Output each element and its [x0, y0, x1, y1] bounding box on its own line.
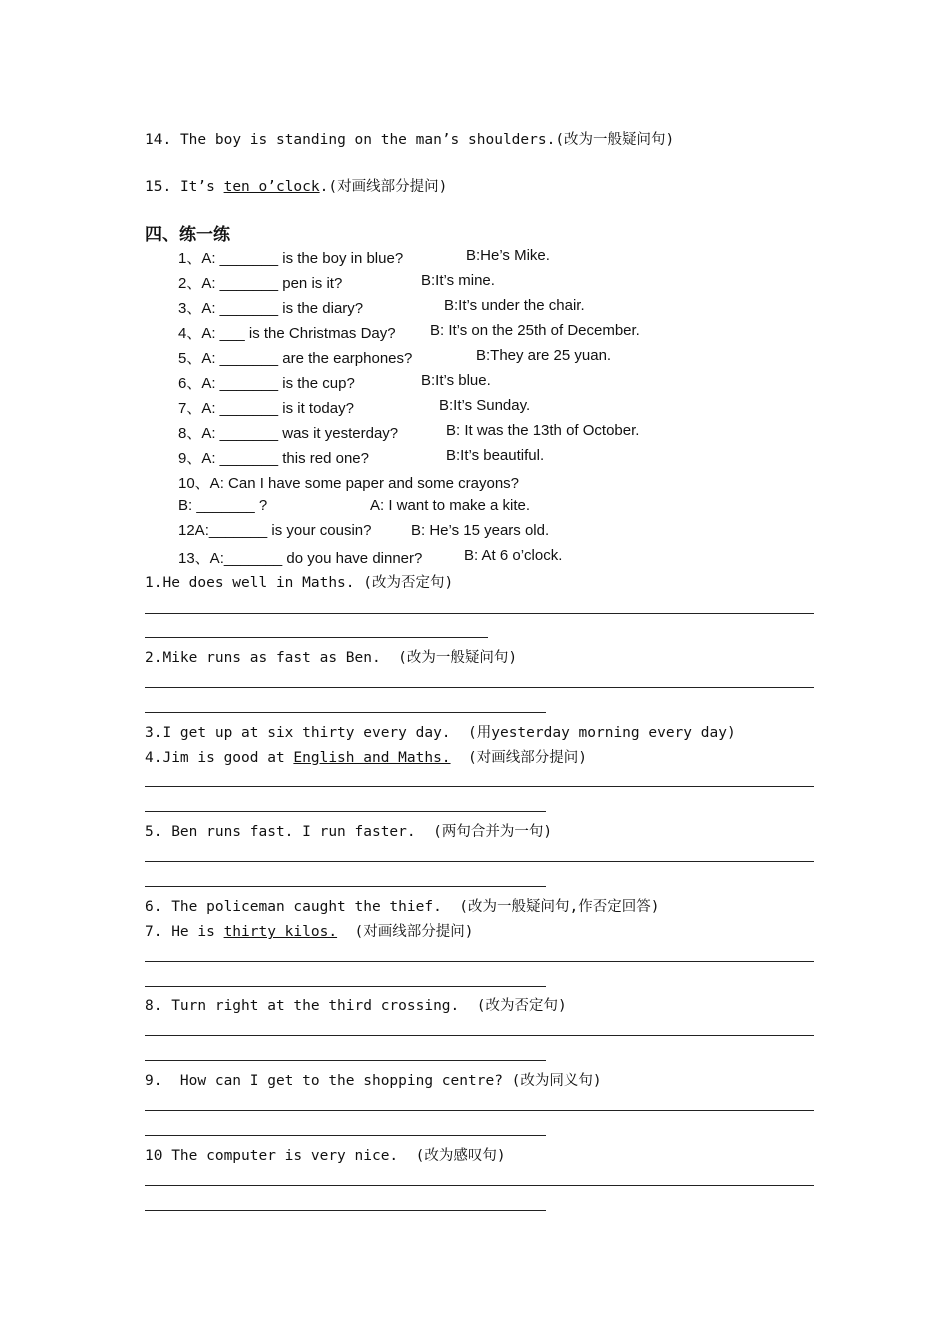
question-number: 14.	[145, 132, 172, 148]
exercise-item: 3、A: _______ is the diary?	[178, 300, 364, 317]
question-instruction: (改为一般疑问句)	[555, 132, 675, 148]
question-text: .	[319, 179, 329, 195]
answer-line[interactable]	[145, 687, 814, 688]
question-text: 3.I get up at six thirty every day.	[145, 725, 451, 741]
answer-line[interactable]	[145, 1135, 546, 1136]
exercise-item: 7、A: _______ is it today?	[178, 400, 354, 417]
exercise-item: 8、A: _______ was it yesterday?	[178, 425, 399, 442]
answer-line[interactable]	[145, 886, 546, 887]
answer-line[interactable]	[145, 961, 814, 962]
transform-question-7	[145, 920, 474, 941]
question-text: 10 The computer is very nice.	[145, 1148, 399, 1164]
exercise-answer: B: It was the 13th of October.	[446, 422, 640, 439]
question-text: 6. The policeman caught the thief.	[145, 899, 442, 915]
question-text: 5. Ben runs fast. I run faster.	[145, 824, 416, 840]
question-instruction: (改为一般疑问句)	[380, 650, 518, 666]
underlined-text: thirty kilos.	[223, 924, 338, 940]
exercise-item: 13、A:_______ do you have dinner?	[178, 550, 423, 567]
question-text: 2.Mike runs as fast as Ben.	[145, 650, 381, 666]
question-number: 15.	[145, 179, 172, 195]
section-heading: 四、练一练	[145, 225, 230, 245]
exercise-answer: B:It’s beautiful.	[446, 447, 545, 464]
exercise-answer: B:They are 25 yuan.	[476, 347, 612, 364]
answer-line[interactable]	[145, 1185, 814, 1186]
question-instruction: (改为感叹句)	[398, 1148, 506, 1164]
transform-question-9	[145, 1069, 602, 1090]
exercise-answer: B:It’s blue.	[421, 372, 491, 389]
question-15	[145, 175, 447, 196]
question-14	[145, 128, 674, 149]
answer-line[interactable]	[145, 986, 546, 987]
transform-question-8	[145, 994, 567, 1015]
answer-line[interactable]	[145, 1060, 546, 1061]
exercise-answer: A: I want to make a kite.	[370, 497, 531, 514]
question-instruction: (用yesterday morning every day)	[450, 725, 736, 741]
answer-line[interactable]	[145, 1210, 546, 1211]
exercise-item	[178, 247, 403, 268]
answer-line[interactable]	[145, 1110, 814, 1111]
exercise-item: B: _______ ?	[178, 497, 268, 514]
question-text: 4.Jim is good at	[145, 750, 294, 766]
question-instruction: (改为同义句)	[502, 1073, 602, 1089]
transform-question-5	[145, 820, 552, 841]
question-instruction: (改为否定句)	[459, 998, 567, 1014]
transform-question-1	[145, 571, 453, 592]
transform-question-10	[145, 1144, 506, 1165]
answer-line[interactable]	[145, 786, 814, 787]
transform-question-2	[145, 646, 517, 667]
answer-line[interactable]	[145, 811, 546, 812]
question-instruction: (改为一般疑问句,作否定回答)	[441, 899, 660, 915]
exercise-item: 5、A: _______ are the earphones?	[178, 350, 413, 367]
question-instruction: (对画线部分提问)	[328, 179, 448, 195]
question-text: It’s	[179, 179, 224, 195]
question-text: The boy is standing on the man’s shoulders.	[179, 132, 556, 148]
exercise-answer: B:It’s under the chair.	[444, 297, 585, 314]
answer-line[interactable]	[145, 613, 814, 614]
question-instruction: (对画线部分提问)	[337, 924, 474, 940]
exercise-answer: B:It’s Sunday.	[439, 397, 531, 414]
exercise-answer: B: It’s on the 25th of December.	[430, 322, 640, 339]
question-text: 7. He is	[145, 924, 224, 940]
answer-line[interactable]	[145, 712, 546, 713]
question-text: 1.He does well in Maths.	[145, 575, 355, 591]
answer-line[interactable]	[145, 861, 814, 862]
question-instruction: (两句合并为一句)	[415, 824, 553, 840]
answer-line[interactable]	[145, 637, 488, 638]
exercise-item: 6、A: _______ is the cup?	[178, 375, 355, 392]
transform-question-3	[145, 721, 736, 742]
exercise-answer: B: At 6 o’clock.	[464, 547, 563, 564]
answer-line[interactable]	[145, 1035, 814, 1036]
underlined-text: English and Maths.	[293, 750, 451, 766]
exercise-answer: B:He’s Mike.	[466, 247, 550, 264]
transform-question-6	[145, 895, 659, 916]
exercise-item: 2、A: _______ pen is it?	[178, 275, 343, 292]
exercise-answer: B: He’s 15 years old.	[411, 522, 550, 539]
exercise-item: 12A:_______ is your cousin?	[178, 522, 372, 539]
question-instruction: (改为否定句)	[354, 575, 454, 591]
item-question: 1、A: _______ is the boy in blue?	[178, 250, 404, 267]
exercise-answer: B:It’s mine.	[421, 272, 495, 289]
question-instruction: (对画线部分提问)	[450, 750, 587, 766]
underlined-text: ten o’clock	[223, 179, 320, 195]
question-text: 8. Turn right at the third crossing.	[145, 998, 460, 1014]
question-text: 9. How can I get to the shopping centre?	[145, 1073, 503, 1089]
exercise-item: 10、A: Can I have some paper and some crayons?	[178, 475, 520, 492]
transform-question-4	[145, 746, 587, 767]
exercise-item: 4、A: ___ is the Christmas Day?	[178, 325, 396, 342]
exercise-item: 9、A: _______ this red one?	[178, 450, 369, 467]
